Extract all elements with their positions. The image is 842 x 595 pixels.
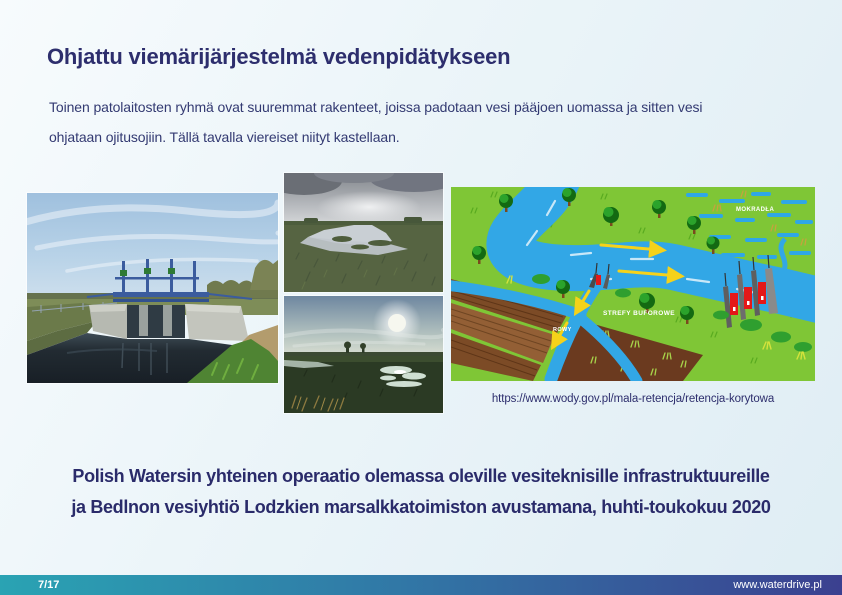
flooded-meadow-graphic [284, 173, 443, 292]
label-wetlands: MOKRADŁA [736, 207, 775, 213]
slide-title: Ohjattu viemärijärjestelmä vedenpidätykseen [47, 44, 511, 69]
photo-weir-structure [27, 193, 278, 383]
weir-photo-graphic [27, 193, 278, 383]
body-line-1: Toinen patolaitosten ryhmä ovat suuremmat rakenteet, joissa padotaan vesi pääjoen uomassa ja sitten vesi [49, 99, 703, 115]
page-indicator: 7/17 [38, 579, 60, 591]
river-retention-graphic [451, 187, 815, 381]
body-line-2: ohjataan ojitusojiin. Tällä tavalla viereiset niityt kastellaan. [49, 129, 400, 145]
slide-body-text [49, 92, 769, 152]
illustration-river-retention-diagram [451, 187, 815, 381]
source-url-caption[interactable]: https://www.wody.gov.pl/mala-retencja/retencja-korytowa [491, 393, 775, 405]
slide-statement [0, 461, 842, 523]
statement-line-1: Polish Watersin yhteinen operaatio olemassa oleville vesiteknisille infrastruktuureille [72, 466, 770, 486]
photo-meadow-sunset [284, 296, 443, 413]
meadow-sunset-graphic [284, 296, 443, 413]
label-buffer-zones: STREFY BUFOROWE [603, 310, 675, 317]
footer-bar [0, 575, 842, 595]
footer-website: www.waterdrive.pl [733, 579, 822, 591]
label-ditches: ROWY [553, 327, 572, 333]
statement-line-2: ja Bedlnon vesiyhtiö Lodzkien marsalkkatoimiston avustamana, huhti-toukokuu 2020 [71, 497, 771, 517]
photo-flooded-meadow [284, 173, 443, 292]
